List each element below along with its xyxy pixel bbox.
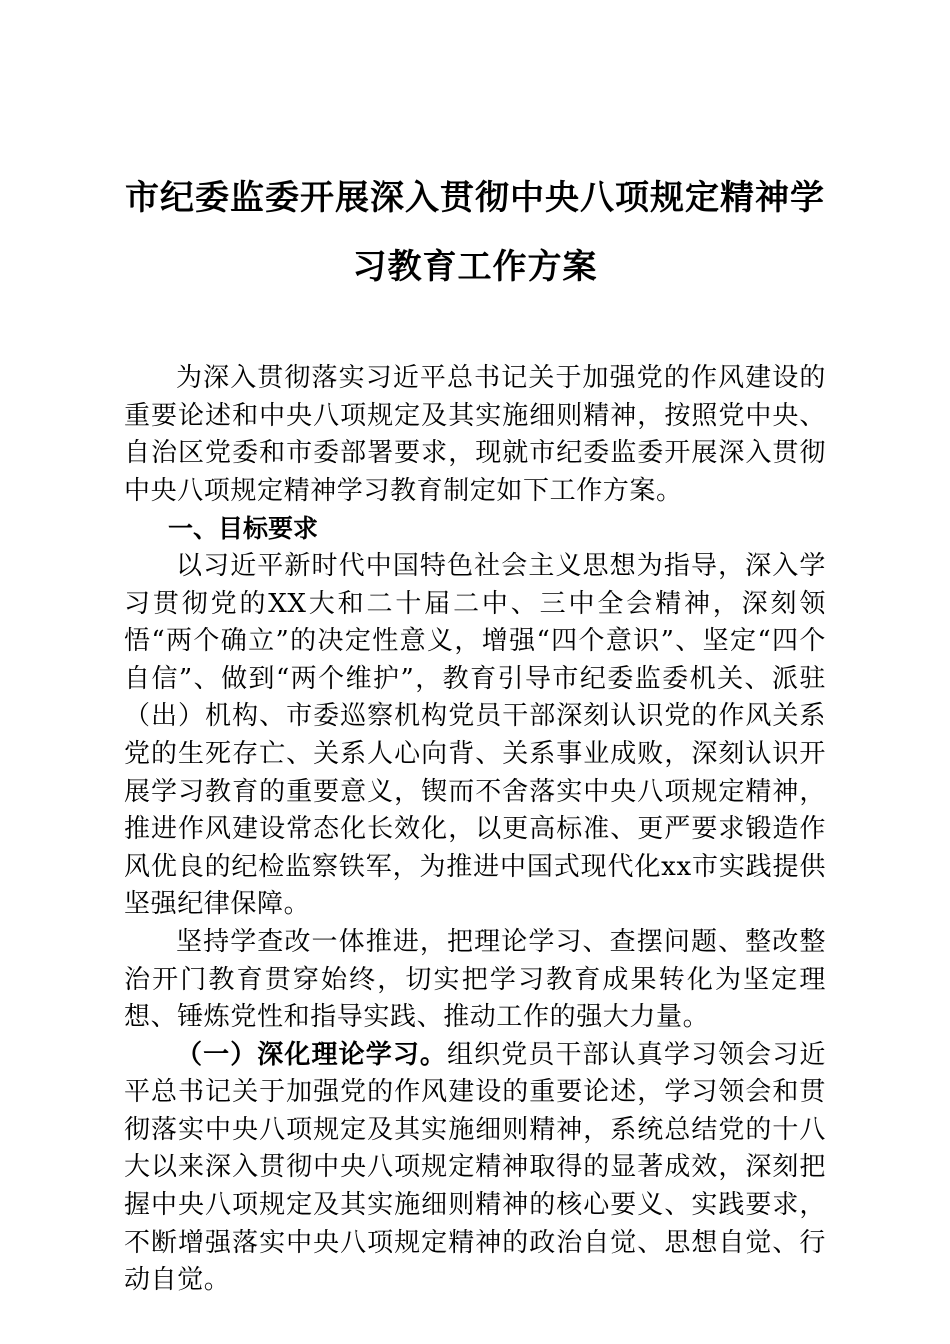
document-body xyxy=(124,360,826,1300)
item-theory-study-lead: （一）深化理论学习。 xyxy=(176,1039,448,1070)
document-title: 市纪委监委开展深入贯彻中央八项规定精神学习教育工作方案 xyxy=(125,178,825,287)
intro-paragraph: 为深入贯彻落实习近平总书记关于加强党的作风建设的重要论述和中央八项规定及其实施细则精神，按照党中央、自治区党委和市委部署要求，现就市纪委监委开展深入贯彻中央八项规定精神学习教育制定如下工作方案。 xyxy=(124,363,826,506)
item-theory-study-text: 组织党员干部认真学习领会习近平总书记关于加强党的作风建设的重要论述，学习领会和贯彻落实中央八项规定及其实施细则精神，系统总结党的十八大以来深入贯彻中央八项规定精神取得的显著成效，深刻把握中央八项规定及其实施细则精神的核心要义、实践要求，不断增强落实中央八项规定精神的政治自觉、思想自觉、行动自觉。 xyxy=(124,1039,826,1296)
goals-paragraph: 以习近平新时代中国特色社会主义思想为指导，深入学习贯彻党的XX大和二十届二中、三中全会精神，深刻领悟“两个确立”的决定性意义，增强“四个意识”、坚定“四个自信”、做到“两个维护”，教育引导市纪委监委机关、派驻（出）机构、市委巡察机构党员干部深刻认识党的作风关系党的生死存亡、关系人心向背、关系事业成败，深刻认识开展学习教育的重要意义，锲而不舍落实中央八项规定精神，推进作风建设常态化长效化，以更高标准、更严要求锻造作风优良的纪检监察铁军，为推进中国式现代化xx市实践提供坚强纪律保障。 xyxy=(124,550,826,920)
item-theory-study-paragraph xyxy=(124,1037,826,1300)
section-heading-goals: 一、目标要求 xyxy=(168,514,319,544)
principle-paragraph: 坚持学查改一体推进，把理论学习、查摆问题、整改整治开门教育贯穿始终，切实把学习教育成果转化为坚定理想、锤炼党性和指导实践、推动工作的强大力量。 xyxy=(124,926,826,1033)
